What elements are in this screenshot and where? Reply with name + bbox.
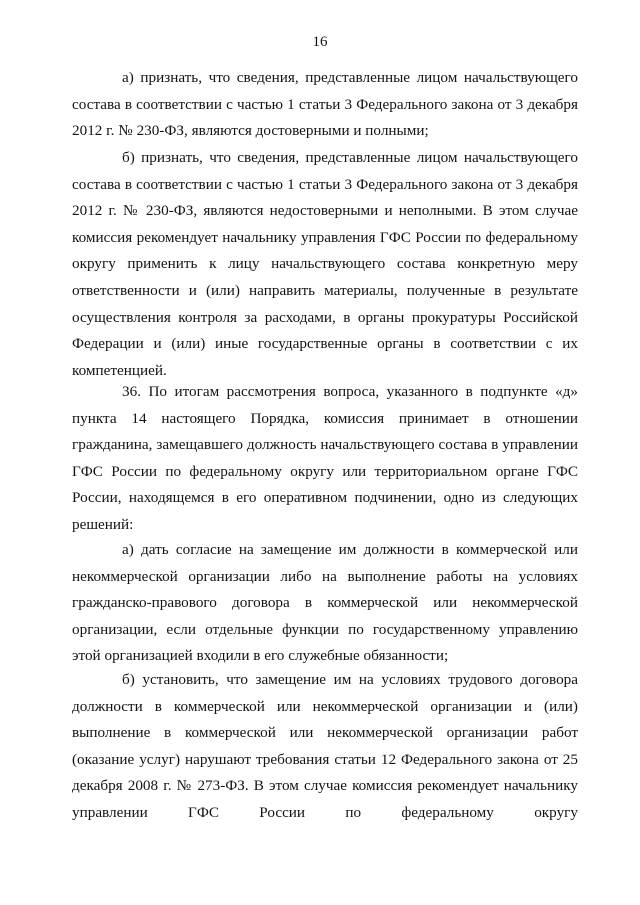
paragraph-a-reliable: а) признать, что сведения, представленные лицом начальствующего состава в соответствии с частью 1 статьи 3 Федерального закона от 3 декабря 2012 г. № 230-ФЗ, являются достоверными и полными; [72, 69, 578, 140]
paragraph-36-a: а) дать согласие на замещение им должности в коммерческой или некоммерческой организации либо на выполнение работы на условиях гражданско-правового договора в коммерческой или некоммерческой организации, если отдельные функции по государственному управлению этой организацией входили в его служебные обязанности; [72, 541, 578, 665]
paragraph-36: 36. По итогам рассмотрения вопроса, указанного в подпункте «д» пункта 14 настоящего Порядка, комиссия принимает в отношении гражданина, замещавшего должность начальствующего состава в управлении ГФС России по федеральному округу или территориальном органе ГФС России, находящемся в его оперативном подчинении, одно из следующих решений: [72, 383, 578, 533]
paragraph-b-unreliable: б) признать, что сведения, представленные лицом начальствующего состава в соответствии с частью 1 статьи 3 Федерального закона от 3 декабря 2012 г. № 230-ФЗ, являются недостоверными и неполными. В этом случае комиссия рекомендует начальнику управления ГФС России по федеральному округу применить к лицу начальствующего состава конкретную меру ответственности и (или) направить материалы, полученные в результате осуществления контроля за расходами, в органы прокуратуры Российской Федерации и (или) иные государственные органы в соответствии с их компетенцией. [72, 149, 578, 379]
paragraph-36-b: б) установить, что замещение им на условиях трудового договора должности в коммерческой или некоммерческой организации и (или) выполнение в коммерческой или некоммерческой организации работ (оказание услуг) нарушают требования статьи 12 Федерального закона от 25 декабря 2008 г. № 273-ФЗ. В этом случае комиссия рекомендует начальнику управлении ГФС России по федеральному округу [72, 671, 578, 821]
page-number: 16 [312, 34, 328, 50]
